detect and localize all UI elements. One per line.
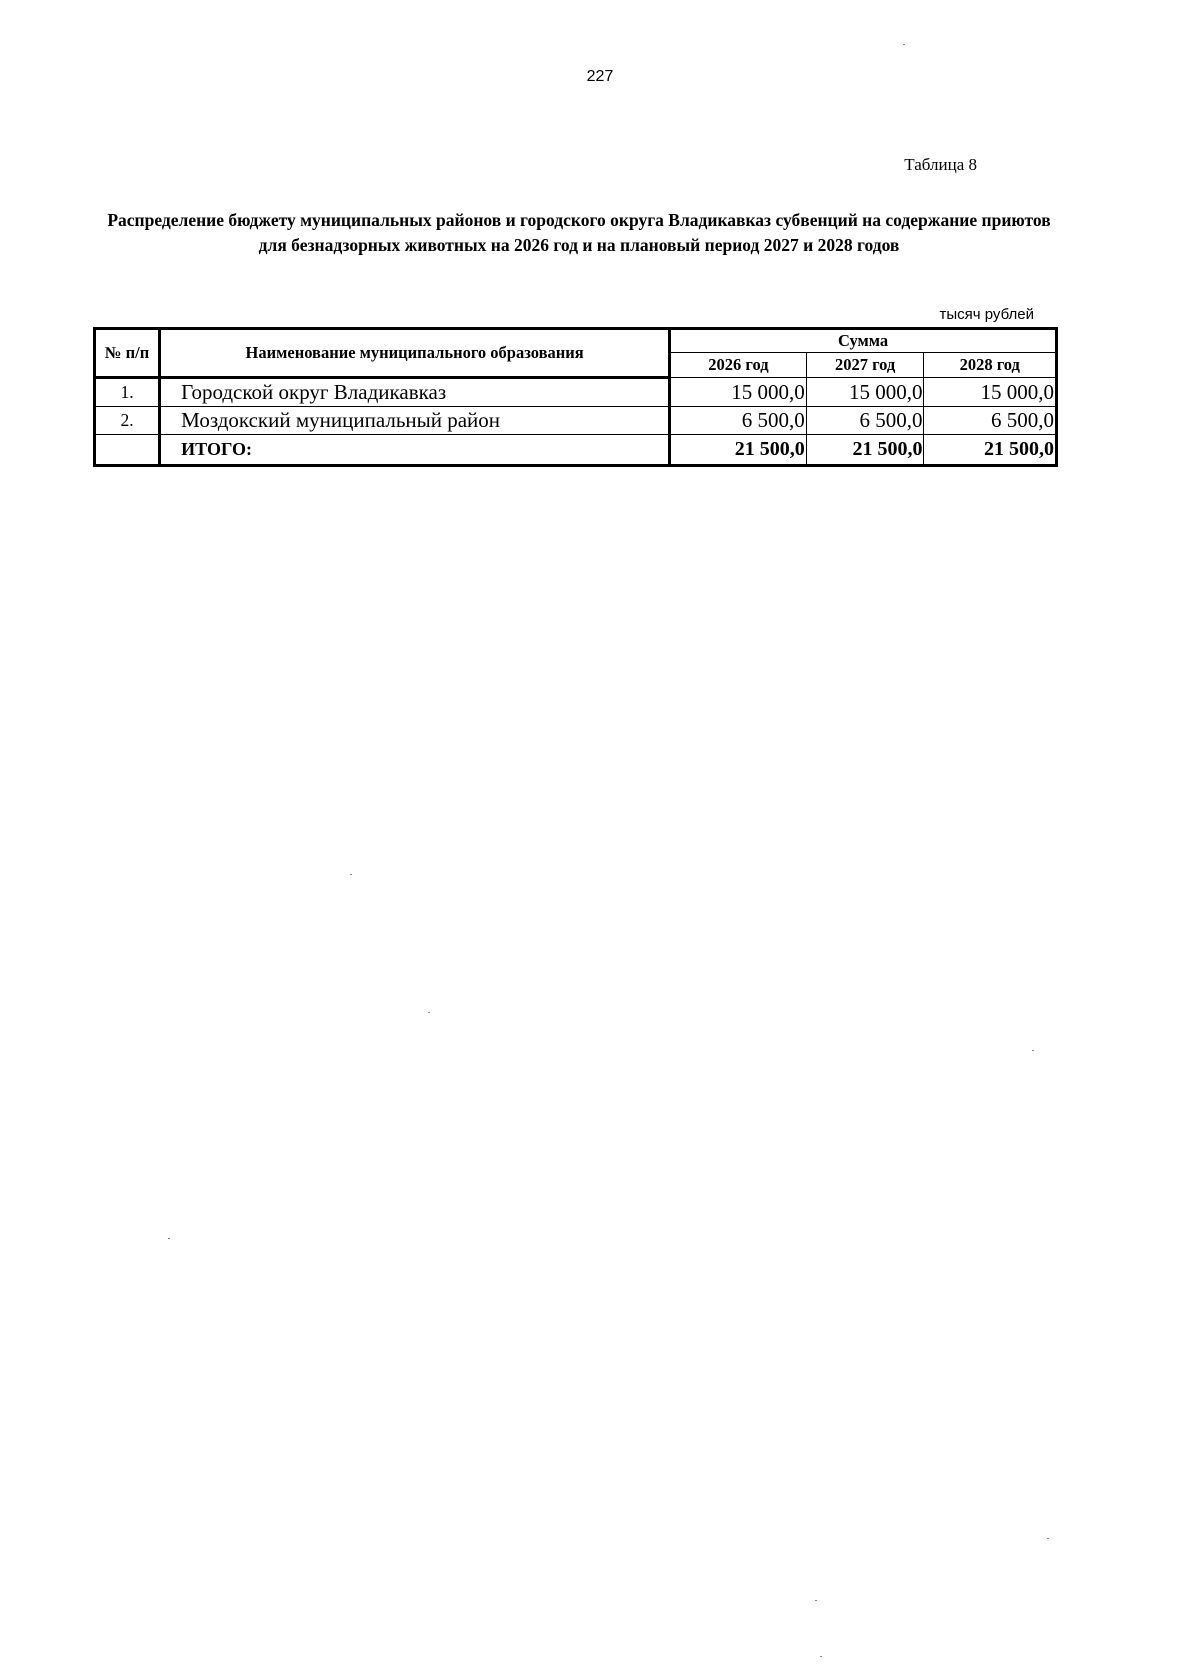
row-num: 1. [95,378,160,407]
scan-speck [815,1600,817,1601]
total-value-2026: 21 500,0 [670,435,807,466]
total-value-2027: 21 500,0 [806,435,924,466]
header-num: № п/п [95,329,160,378]
row-value-2027: 15 000,0 [806,378,924,407]
table-label: Таблица 8 [904,155,977,174]
scan-speck [820,1656,822,1657]
table-header-row [95,329,1057,353]
row-value-2028: 6 500,0 [924,407,1057,435]
table-row [95,407,1057,435]
budget-table [93,327,1058,467]
page-number: 227 [586,68,614,85]
row-name: Моздокский муниципальный район [160,407,670,435]
scan-speck [1032,1050,1034,1051]
row-value-2028: 15 000,0 [924,378,1057,407]
row-value-2026: 6 500,0 [670,407,807,435]
scan-speck [428,1012,430,1013]
table-row [95,378,1057,407]
header-year-2027: 2027 год [806,353,924,378]
scan-speck [1047,1538,1049,1539]
total-row [95,435,1057,466]
scan-speck [350,874,352,875]
scan-speck [168,1238,170,1239]
total-label: ИТОГО: [160,435,670,466]
units-label: тысяч рублей [939,306,1034,323]
header-year-2026: 2026 год [670,353,807,378]
header-sum: Сумма [670,329,1057,353]
row-value-2026: 15 000,0 [670,378,807,407]
total-num-cell [95,435,160,466]
row-value-2027: 6 500,0 [806,407,924,435]
row-num: 2. [95,407,160,435]
header-year-2028: 2028 год [924,353,1057,378]
document-title: Распределение бюджету муниципальных районов и городского округа Владикавказ субвенций на содержание приютов для безнадзорных животных на 2026 год и на плановый период 2027 и 2028 годов [107,210,1051,255]
total-value-2028: 21 500,0 [924,435,1057,466]
row-name: Городской округ Владикавказ [160,378,670,407]
scan-speck [903,44,905,45]
header-name: Наименование муниципального образования [160,329,670,378]
